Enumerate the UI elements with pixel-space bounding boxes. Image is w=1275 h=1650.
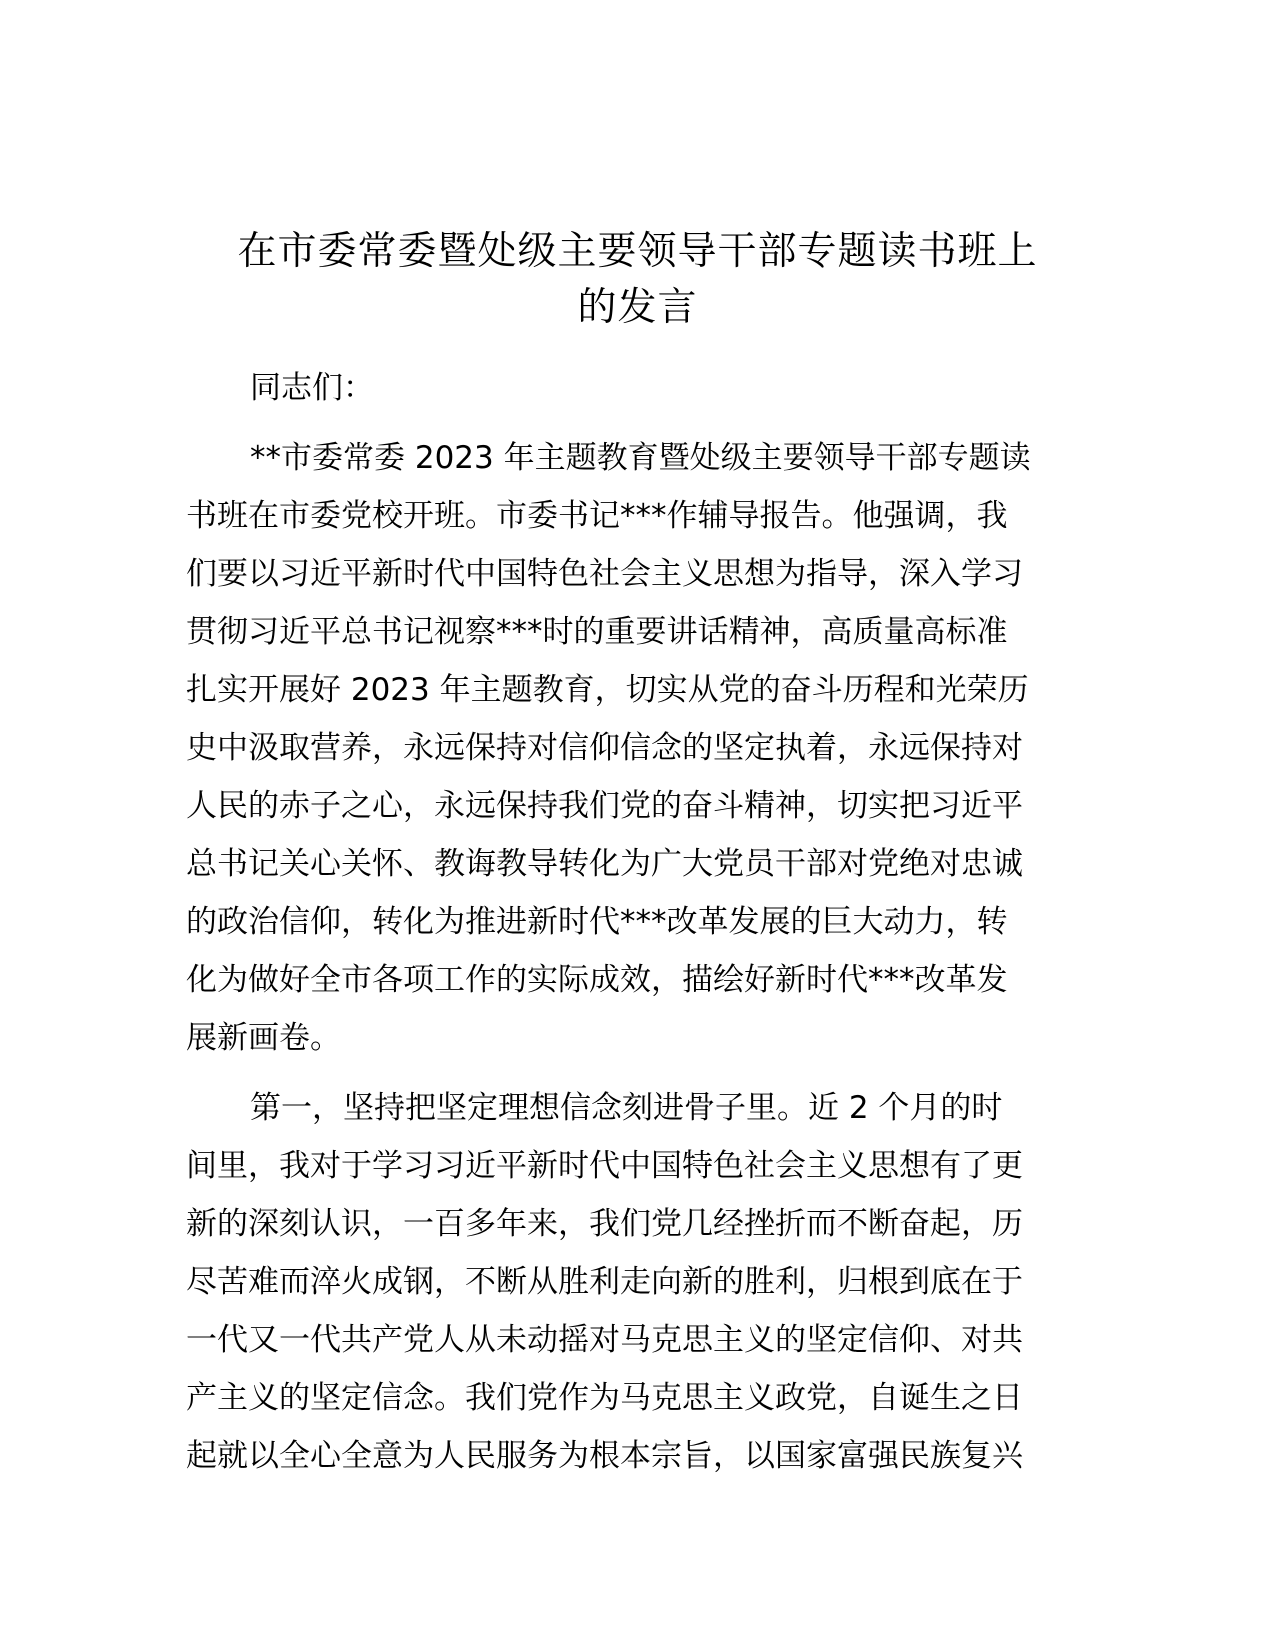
paragraph-line: 们要以习近平新时代中国特色社会主义思想为指导，深入学习 <box>186 556 1023 592</box>
paragraph-2 <box>186 1079 1086 1485</box>
paragraph-line: 第一，坚持把坚定理想信念刻进骨子里。近 2 个月的时 <box>250 1090 1003 1126</box>
paragraph-line: 间里，我对于学习习近平新时代中国特色社会主义思想有了更 <box>186 1148 1023 1184</box>
paragraph-line: 史中汲取营养，永远保持对信仰信念的坚定执着，永远保持对 <box>186 730 1023 766</box>
salutation <box>186 359 1086 417</box>
paragraph-line: 人民的赤子之心，永远保持我们党的奋斗精神，切实把习近平 <box>186 788 1023 824</box>
paragraph-1 <box>186 429 1086 1067</box>
paragraph-line: 扎实开展好 2023 年主题教育，切实从党的奋斗历程和光荣历 <box>186 672 1029 708</box>
paragraph-line: 新的深刻认识，一百多年来，我们党几经挫折而不断奋起，历 <box>186 1206 1023 1242</box>
paragraph-line: 书班在市委党校开班。市委书记***作辅导报告。他强调，我 <box>186 498 1008 534</box>
paragraph-line: **市委常委 2023 年主题教育暨处级主要领导干部专题读 <box>250 440 1031 476</box>
paragraph-line: 贯彻习近平总书记视察***时的重要讲话精神，高质量高标准 <box>186 614 1008 650</box>
title-line: 在市委常委暨处级主要领导干部专题读书班上 <box>237 229 1038 274</box>
document-title <box>150 224 1125 336</box>
paragraph-line: 尽苦难而淬火成钢，不断从胜利走向新的胜利，归根到底在于 <box>186 1264 1023 1300</box>
title-line: 的发言 <box>577 285 698 330</box>
paragraph-line: 产主义的坚定信念。我们党作为马克思主义政党，自诞生之日 <box>186 1380 1023 1416</box>
paragraph-line: 展新画卷。 <box>186 1020 341 1056</box>
paragraph-line: 一代又一代共产党人从未动摇对马克思主义的坚定信仰、对共 <box>186 1322 1023 1358</box>
paragraph-line: 总书记关心关怀、教诲教导转化为广大党员干部对党绝对忠诚 <box>186 846 1023 882</box>
paragraph-line: 化为做好全市各项工作的实际成效，描绘好新时代***改革发 <box>186 962 1008 998</box>
paragraph-line: 起就以全心全意为人民服务为根本宗旨，以国家富强民族复兴 <box>186 1438 1023 1474</box>
document-body <box>186 359 1086 1485</box>
salutation-text: 同志们： <box>250 370 374 406</box>
paragraph-line: 的政治信仰，转化为推进新时代***改革发展的巨大动力，转 <box>186 904 1008 940</box>
